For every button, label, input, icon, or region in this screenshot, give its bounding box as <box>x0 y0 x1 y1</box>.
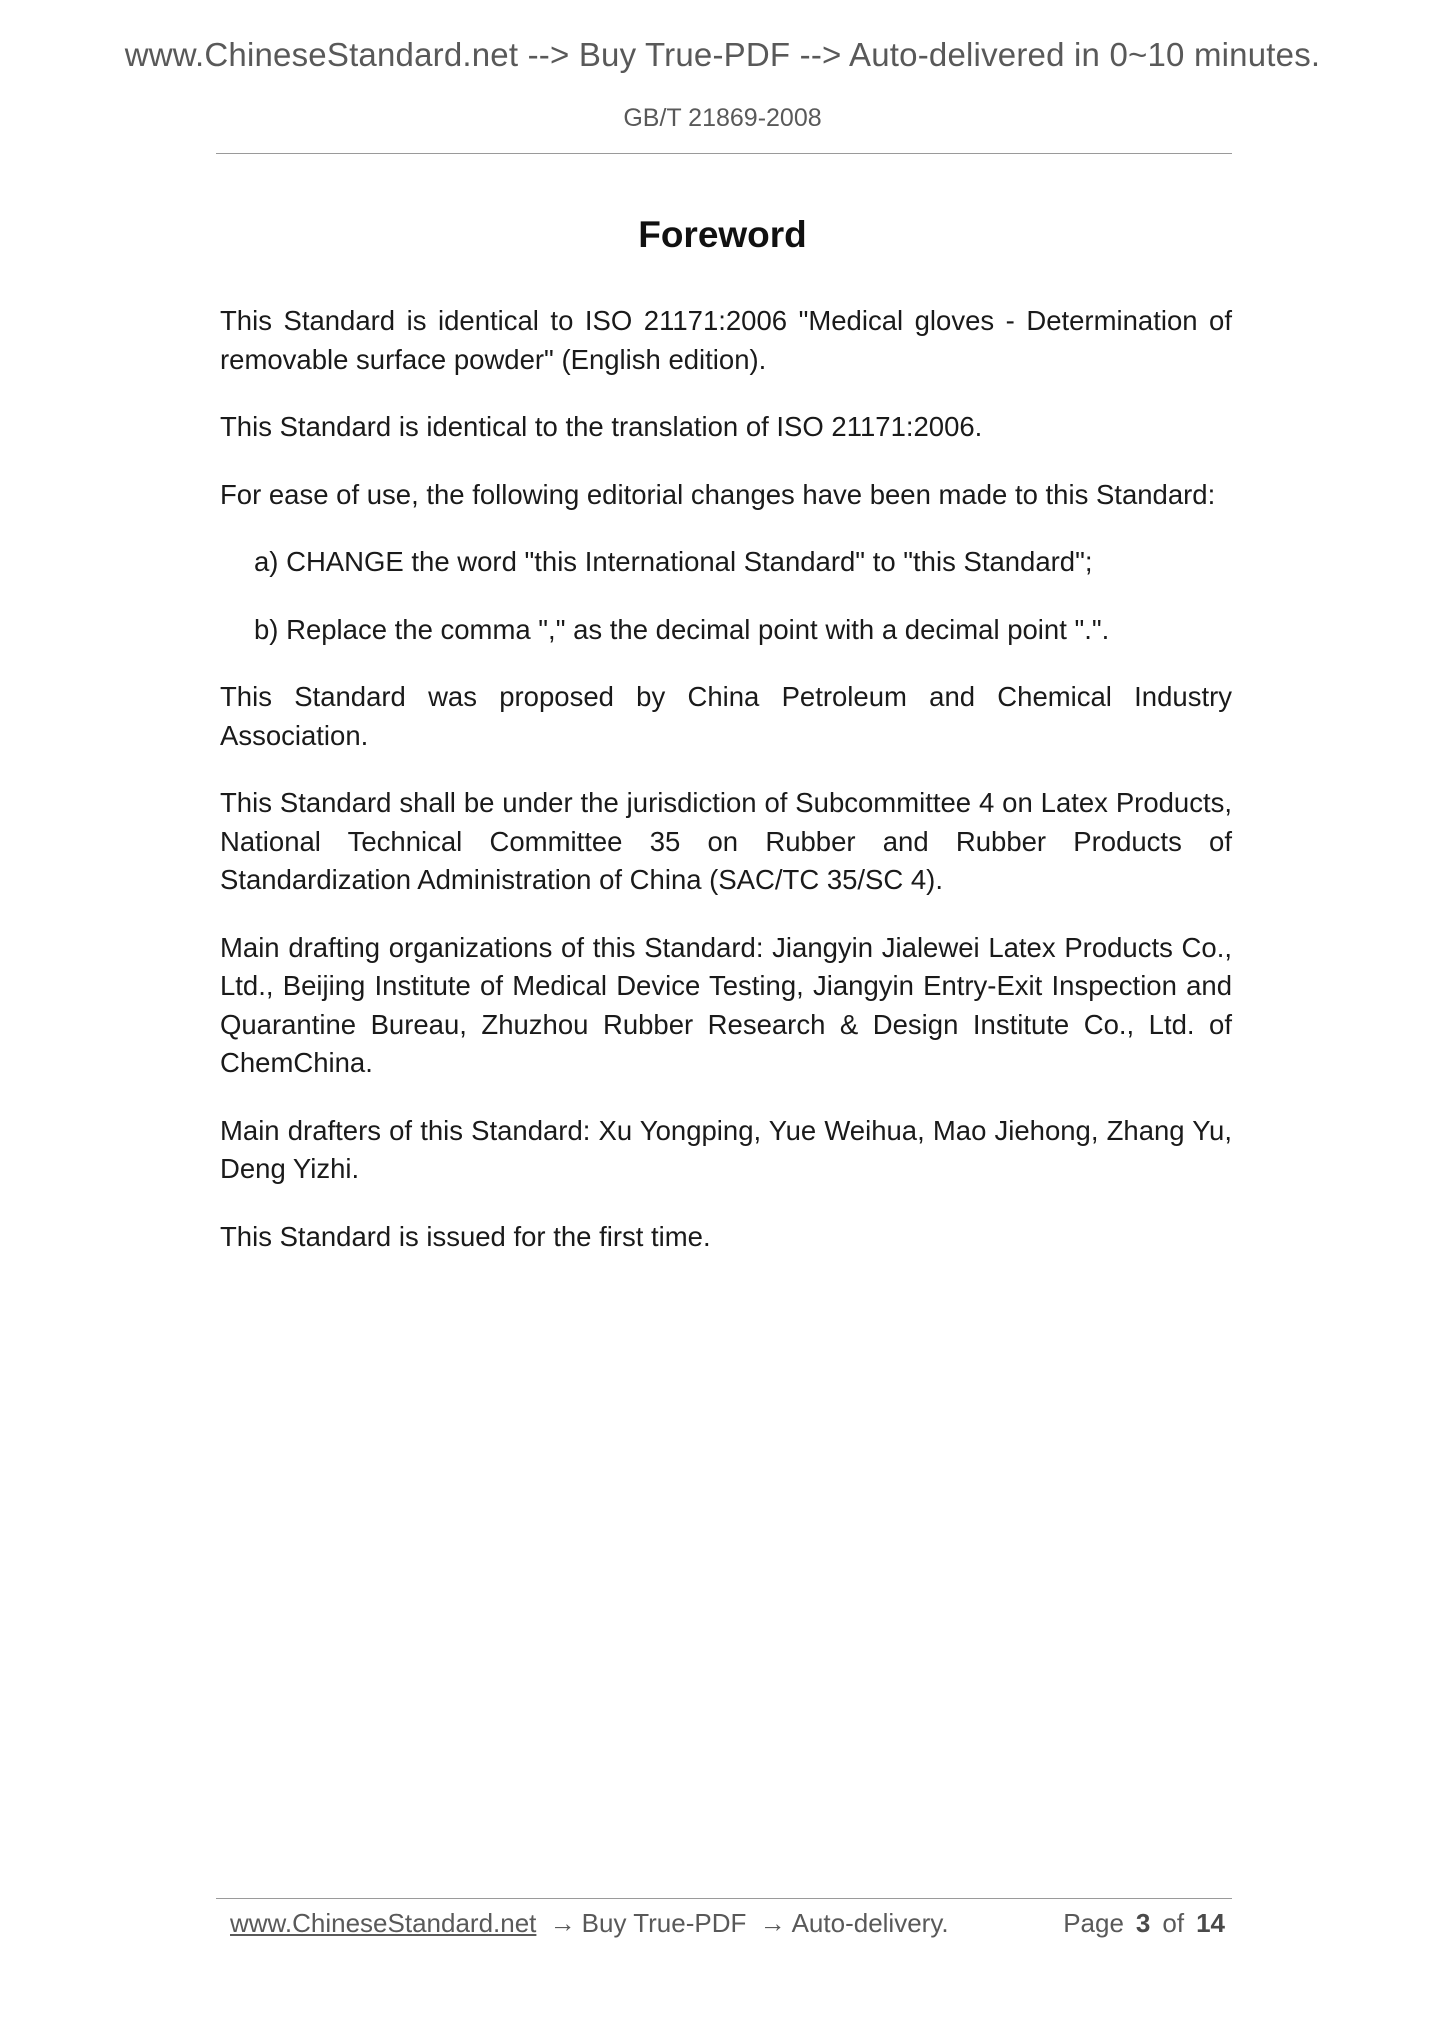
list-item-a: a) CHANGE the word "this International Standard" to "this Standard"; <box>254 546 1093 577</box>
paragraph-translation: This Standard is identical to the translation of ISO 21171:2006. <box>220 411 983 442</box>
paragraph-first-issue: This Standard is issued for the first time. <box>220 1220 711 1252</box>
footer-website-link[interactable]: www.ChineseStandard.net <box>230 1908 537 1938</box>
header-divider <box>216 153 1232 154</box>
foreword-body <box>220 302 1232 1285</box>
footer-delivery-text: Auto-delivery. <box>791 1908 949 1938</box>
page-footer <box>230 1903 1225 1943</box>
paragraph-proposed-by: This Standard was proposed by China Petroleum and Chemical Industry Association. <box>220 681 1232 751</box>
page-label: Page <box>1063 1908 1124 1938</box>
document-code: GB/T 21869-2008 <box>623 104 822 132</box>
paragraph-jurisdiction: This Standard shall be under the jurisdiction of Subcommittee 4 on Latex Products, National Technical Committee 35 on Rubber and Rubber Products of Standardization Administration of China (SAC/TC 35/SC 4). <box>220 787 1232 895</box>
paragraph-identical-iso: This Standard is identical to ISO 21171:2006 "Medical gloves - Determination of removable surface powder" (English edition). <box>220 305 1232 375</box>
list-item-b: b) Replace the comma "," as the decimal point with a decimal point ".". <box>254 613 1110 645</box>
page-title: Foreword <box>638 214 807 255</box>
footer-buy-text: Buy True-PDF <box>581 1908 747 1938</box>
page-total: 14 <box>1196 1908 1225 1938</box>
page-current: 3 <box>1135 1908 1151 1938</box>
of-label: of <box>1162 1908 1185 1938</box>
top-banner[interactable]: www.ChineseStandard.net --> Buy True-PDF --> Auto-delivered in 0~10 minutes. <box>124 36 1321 73</box>
arrow-right-icon: → <box>759 1908 786 1938</box>
page-indicator <box>1063 1903 1225 1943</box>
footer-divider <box>216 1898 1232 1899</box>
footer-left <box>230 1903 949 1943</box>
paragraph-drafting-organizations: Main drafting organizations of this Standard: Jiangyin Jialewei Latex Products Co., Ltd., Beijing Institute of Medical Device Testing, Jiangyin Entry-Exit Inspection and Quarantine Bureau, Zhuzhou Rubber Research & Design Institute Co., Ltd. of ChemChina. <box>220 931 1232 1078</box>
paragraph-drafters: Main drafters of this Standard: Xu Yongping, Yue Weihua, Mao Jiehong, Zhang Yu, Deng Yizhi. <box>220 1114 1232 1184</box>
arrow-right-icon: → <box>549 1908 576 1938</box>
paragraph-editorial-changes: For ease of use, the following editorial changes have been made to this Standard: <box>220 478 1216 510</box>
